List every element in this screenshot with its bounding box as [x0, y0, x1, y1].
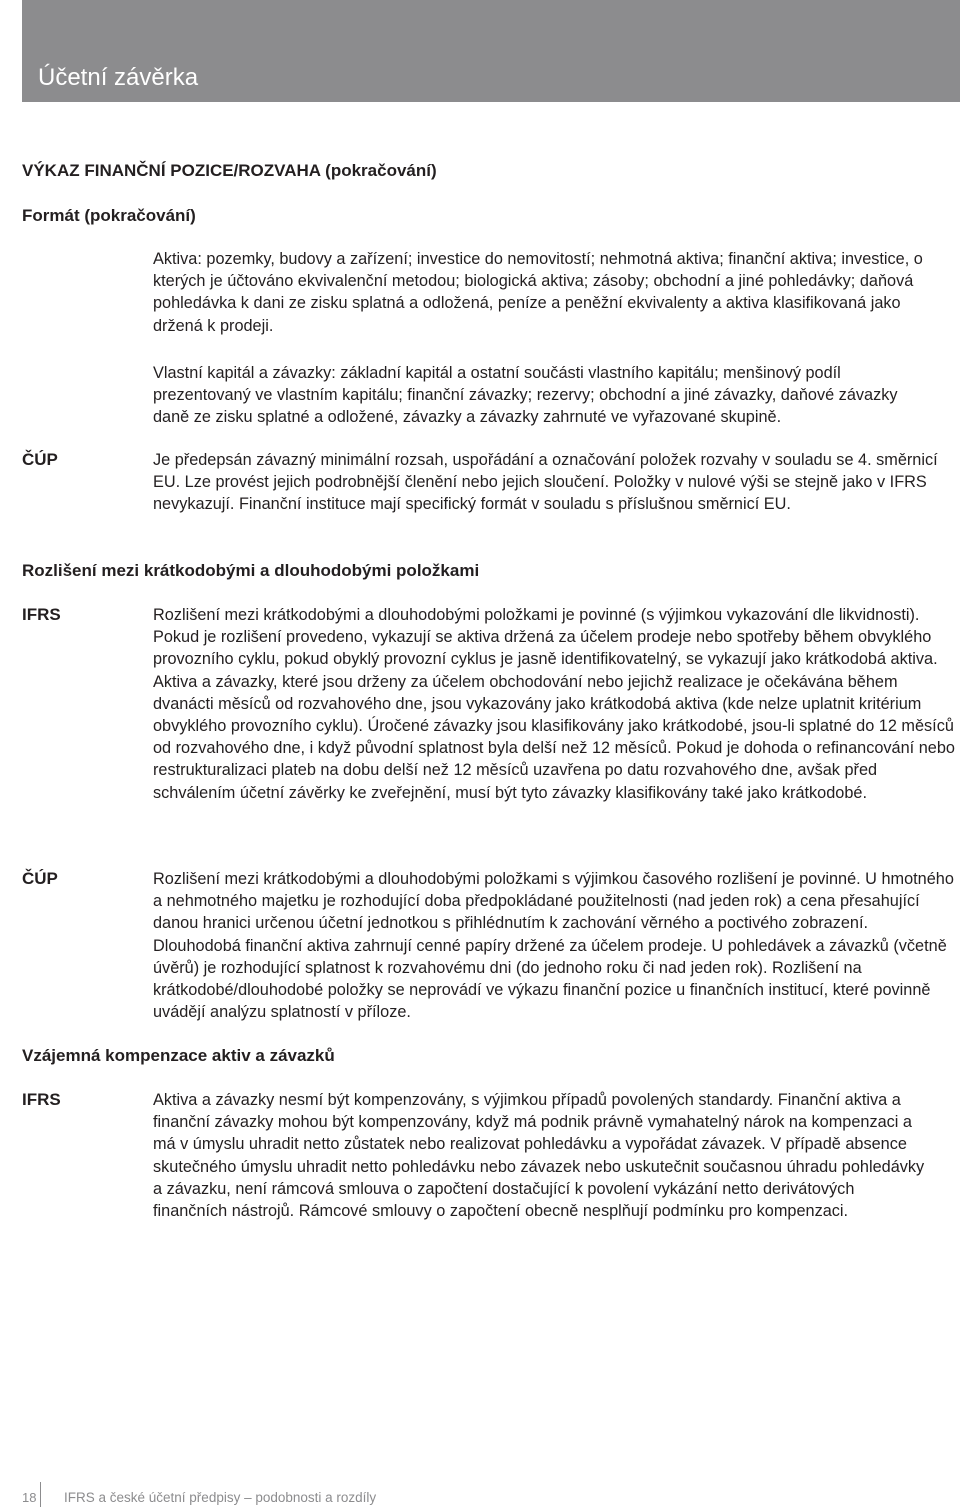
- header-band: [22, 0, 960, 102]
- assets-paragraph: Aktiva: pozemky, budovy a zařízení; investice do nemovitostí; nehmotná aktiva; finanční aktiva; investice, o kterých je účtováno ekvivalenční metodou; biologická aktiva; zásoby; obchodní a jiné pohledávky; daňová pohledávka k dani ze zisku splatná a odložená, peníze a peněžní ekvivalenty a aktiva klasifikovaná jako držená k prodeji.: [153, 250, 923, 335]
- cup-label-classification: ČÚP: [22, 869, 58, 888]
- page-number: 18: [22, 1490, 37, 1505]
- ifrs-label-offsetting: IFRS: [22, 1090, 61, 1109]
- footer-divider: [40, 1482, 41, 1507]
- ifrs-classification-paragraph: Rozlišení mezi krátkodobými a dlouhodobými položkami je povinné (s výjimkou vykazování dle likvidnosti). Pokud je rozlišení provedeno, vykazují se aktiva držená za účelem prodeje nebo spotřeby během obvyklého provozního cyklu, pokud obyklý provozní cyklus je jasně identifikovatelný, se vykazují jako krátkodobá aktiva. Aktiva a závazky, které jsou drženy za účelem obchodování nebo jejichž realizace je očekávána během dvanácti měsíců od rozvahového dne, jsou vykazovány jako krátkodobá aktiva (kde nelze uplatnit kritérium obvyklého provozního cyklu). Úročené závazky jsou klasifikovány jako krátkodobé, jsou-li splatné do 12 měsíců od rozvahového dne, i když původní splatnost byla delší než 12 měsíců. Pokud je dohoda o refinancování nebo restrukturalizaci plateb na dobu delší než 12 měsíců uzavřena po datu rozvahového dne, avšak před schválením účetní závěrky ke zveřejnění, musí být tyto závazky klasifikovány také jako krátkodobé.: [153, 606, 955, 802]
- ifrs-label-classification: IFRS: [22, 605, 61, 624]
- format-heading: Formát (pokračování): [22, 206, 196, 225]
- footer-publication-title: IFRS a české účetní předpisy – podobnosti a rozdíly: [64, 1490, 377, 1505]
- cup-format-paragraph: Je předepsán závazný minimální rozsah, uspořádání a označování položek rozvahy v souladu se 4. směrnicí EU. Lze provést jejich podrobnější členění nebo jejich sloučení. Položky v nulové výši se stejně jako v IFRS nevykazují. Finanční instituce mají specifický formát v souladu s příslušnou směrnicí EU.: [153, 451, 938, 514]
- classification-heading: Rozlišení mezi krátkodobými a dlouhodobými položkami: [22, 561, 480, 580]
- equity-liabilities-paragraph: Vlastní kapitál a závazky: základní kapitál a ostatní součásti vlastního kapitálu; menšinový podíl prezentovaný ve vlastním kapitálu; finanční závazky; rezervy; obchodní a jiné závazky, daňové závazky daně ze zisku splatné a odložené, závazky a závazky zahrnuté ve vyřazované skupině.: [153, 364, 898, 427]
- offsetting-heading: Vzájemná kompenzace aktiv a závazků: [22, 1046, 335, 1065]
- cup-label-format: ČÚP: [22, 450, 58, 469]
- ifrs-offsetting-paragraph: Aktiva a závazky nesmí být kompenzovány, s výjimkou případů povolených standardy. Finanční aktiva a finanční závazky mohou být kompenzovány, když má podnik právně vymahatelný nárok na kompenzaci a má v úmyslu uhradit netto zůstatek nebo realizovat pohledávku a vypořádat závazek. V případě absence skutečného úmyslu uhradit netto pohledávku nebo závazek nebo uskutečnit současnou úhradu pohledávky a závazku, není rámcová smlouva o započtení dostačující k povolení vykázání netto derivátových finančních nástrojů. Rámcové smlouvy o započtení obecně nesplňují podmínku pro kompenzaci.: [153, 1091, 925, 1221]
- page-title: Účetní závěrka: [38, 64, 199, 91]
- statement-heading: VÝKAZ FINANČNÍ POZICE/ROZVAHA (pokračování): [22, 161, 437, 180]
- cup-classification-paragraph: Rozlišení mezi krátkodobými a dlouhodobými položkami s výjimkou časového rozlišení je povinné. U hmotného a nehmotného majetku je rozhodující doba předpokládané použitelnosti (nad jeden rok) a cena přesahující danou hranici určenou účetní jednotkou s přihlédnutím k zachování věrného a poctivého zobrazení. Dlouhodobá finanční aktiva zahrnují cenné papíry držené za účelem prodeje. U pohledávek a závazků (včetně úvěrů) je rozhodující splatnost k rozvahovému dni (do jednoho roku či nad jeden rok). Rozlišení na krátkodobé/dlouhodobé položky se neprovádí ve výkazu finanční pozice u finančních institucí, které povinně uvádějí analýzu splatností v příloze.: [153, 870, 954, 1022]
